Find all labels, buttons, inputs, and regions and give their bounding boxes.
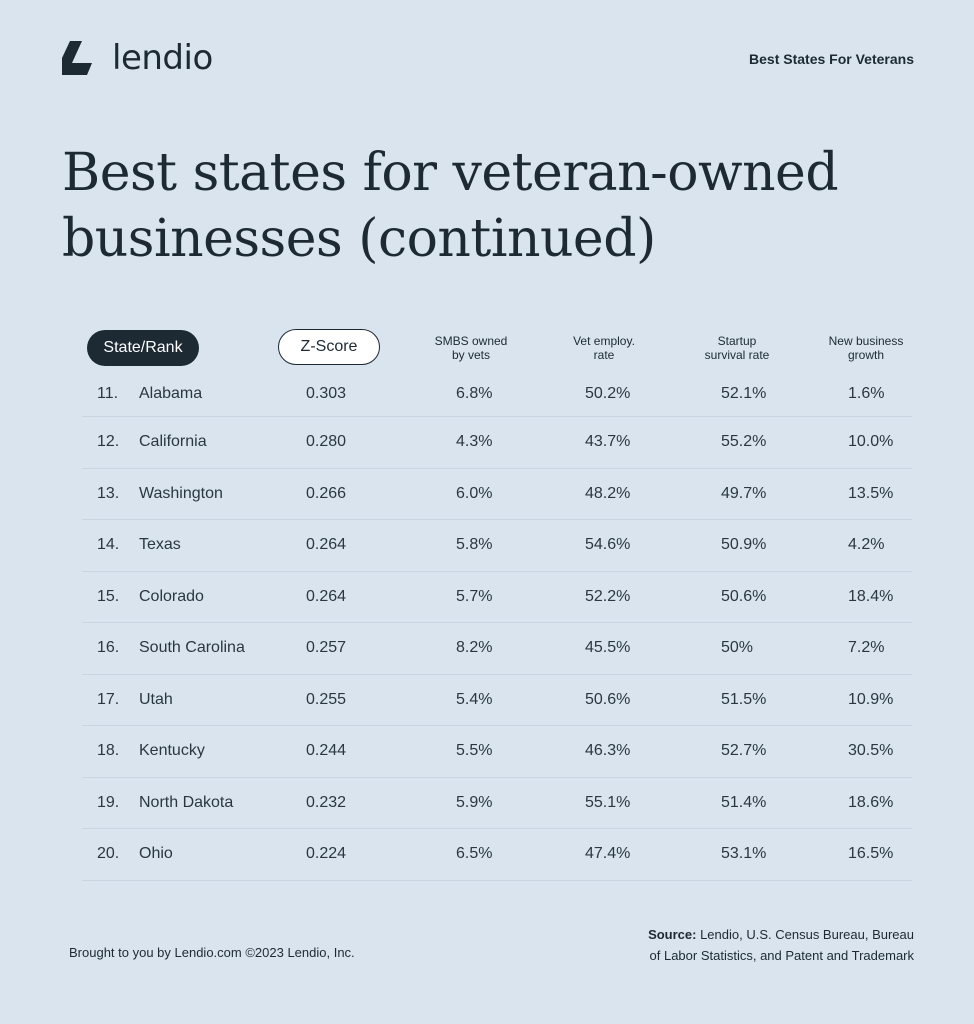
- table-row: [82, 726, 912, 778]
- vet-employ-cell: 54.6%: [585, 536, 631, 554]
- startup-survival-cell: 51.4%: [721, 793, 767, 811]
- startup-header-line2: survival rate: [704, 348, 770, 362]
- rank-cell: 16.: [97, 639, 120, 657]
- state-cell: California: [139, 433, 207, 451]
- state-rank-header: State/Rank: [87, 330, 199, 366]
- lendio-logo[interactable]: [62, 38, 213, 78]
- vet-employ-cell: 43.7%: [585, 433, 631, 451]
- smbs-cell: 5.5%: [456, 742, 493, 760]
- smbs-cell: 6.5%: [456, 845, 493, 863]
- growth-cell: 16.5%: [848, 845, 894, 863]
- rank-cell: 12.: [97, 433, 120, 451]
- growth-header-line2: growth: [847, 348, 885, 362]
- header-label: Best States For Veterans: [749, 51, 914, 67]
- vet-employ-header: [549, 334, 659, 362]
- z-score-cell: 0.244: [306, 742, 347, 760]
- vet-employ-cell: 55.1%: [585, 793, 631, 811]
- rank-cell: 15.: [97, 587, 120, 605]
- growth-cell: 10.9%: [848, 690, 894, 708]
- startup-survival-cell: 50.6%: [721, 587, 767, 605]
- source-label: Source:: [648, 927, 697, 942]
- table-row: [82, 372, 912, 417]
- smbs-header-line1: SMBS owned: [434, 334, 508, 348]
- startup-survival-cell: 52.7%: [721, 742, 767, 760]
- table-row: [82, 829, 912, 881]
- logo-wordmark: lendio: [112, 38, 213, 78]
- table-body: [82, 372, 912, 881]
- smbs-header: [416, 334, 526, 362]
- growth-cell: 7.2%: [848, 639, 885, 657]
- z-score-cell: 0.303: [306, 385, 347, 402]
- vet-employ-cell: 48.2%: [585, 484, 631, 502]
- smbs-cell: 6.8%: [456, 385, 493, 402]
- startup-survival-cell: 49.7%: [721, 484, 767, 502]
- rank-cell: 18.: [97, 742, 120, 760]
- table-row: [82, 520, 912, 572]
- smbs-cell: 5.4%: [456, 690, 493, 708]
- rank-cell: 17.: [97, 690, 120, 708]
- state-cell: Kentucky: [139, 742, 205, 760]
- rank-cell: 13.: [97, 484, 120, 502]
- smbs-cell: 4.3%: [456, 433, 493, 451]
- rank-cell: 19.: [97, 793, 120, 811]
- z-score-cell: 0.224: [306, 845, 347, 863]
- startup-header-line1: Startup: [717, 334, 757, 348]
- vet-employ-cell: 46.3%: [585, 742, 631, 760]
- state-cell: Colorado: [139, 587, 204, 605]
- growth-cell: 18.6%: [848, 793, 894, 811]
- table-row: [82, 572, 912, 624]
- page-title: Best states for veteran-owned businesses (continued): [62, 143, 839, 269]
- state-cell: Ohio: [139, 845, 173, 863]
- footer-source: [594, 924, 914, 966]
- smbs-cell: 5.9%: [456, 793, 493, 811]
- table-header: [82, 328, 912, 372]
- state-cell: Utah: [139, 690, 173, 708]
- z-score-cell: 0.266: [306, 484, 347, 502]
- table-row: [82, 778, 912, 830]
- smbs-cell: 5.7%: [456, 587, 493, 605]
- table-row: [82, 469, 912, 521]
- state-cell: Texas: [139, 536, 181, 554]
- vet-employ-cell: 50.6%: [585, 690, 631, 708]
- growth-header-line1: New business: [828, 334, 904, 348]
- z-score-cell: 0.264: [306, 587, 347, 605]
- source-line-1: [594, 924, 914, 945]
- z-score-cell: 0.232: [306, 793, 347, 811]
- smbs-cell: 6.0%: [456, 484, 493, 502]
- rank-cell: 14.: [97, 536, 120, 554]
- footer-credit: Brought to you by Lendio.com ©2023 Lendio, Inc.: [69, 945, 355, 960]
- z-score-header: Z-Score: [278, 329, 380, 365]
- state-cell: North Dakota: [139, 793, 234, 811]
- startup-survival-cell: 55.2%: [721, 433, 767, 451]
- rank-cell: 11.: [97, 385, 119, 402]
- vet-employ-cell: 52.2%: [585, 587, 631, 605]
- vet-employ-header-line2: rate: [593, 348, 615, 362]
- growth-cell: 30.5%: [848, 742, 894, 760]
- growth-cell: 10.0%: [848, 433, 894, 451]
- vet-employ-cell: 50.2%: [585, 385, 631, 402]
- startup-survival-cell: 51.5%: [721, 690, 767, 708]
- lendio-logo-icon: [62, 41, 102, 75]
- startup-header: [682, 334, 792, 362]
- growth-header: [811, 334, 921, 362]
- source-text-1: Lendio, U.S. Census Bureau, Bureau: [696, 927, 914, 942]
- states-table: [82, 328, 912, 881]
- source-line-2: of Labor Statistics, and Patent and Trademark: [649, 948, 914, 963]
- smbs-header-line2: by vets: [451, 348, 490, 362]
- growth-cell: 1.6%: [848, 385, 885, 402]
- table-row: [82, 623, 912, 675]
- rank-cell: 20.: [97, 845, 120, 863]
- smbs-cell: 8.2%: [456, 639, 493, 657]
- table-row: [82, 675, 912, 727]
- z-score-cell: 0.257: [306, 639, 347, 657]
- vet-employ-header-line1: Vet employ.: [573, 334, 635, 348]
- state-cell: Washington: [139, 484, 223, 502]
- vet-employ-cell: 45.5%: [585, 639, 631, 657]
- startup-survival-cell: 52.1%: [721, 385, 767, 402]
- state-cell: South Carolina: [139, 639, 245, 657]
- startup-survival-cell: 50.9%: [721, 536, 767, 554]
- smbs-cell: 5.8%: [456, 536, 493, 554]
- table-row: [82, 417, 912, 469]
- growth-cell: 13.5%: [848, 484, 894, 502]
- z-score-cell: 0.280: [306, 433, 347, 451]
- z-score-cell: 0.255: [306, 690, 347, 708]
- startup-survival-cell: 53.1%: [721, 845, 767, 863]
- state-cell: Alabama: [139, 385, 203, 402]
- growth-cell: 4.2%: [848, 536, 885, 554]
- growth-cell: 18.4%: [848, 587, 894, 605]
- startup-survival-cell: 50%: [721, 639, 754, 657]
- vet-employ-cell: 47.4%: [585, 845, 631, 863]
- z-score-cell: 0.264: [306, 536, 347, 554]
